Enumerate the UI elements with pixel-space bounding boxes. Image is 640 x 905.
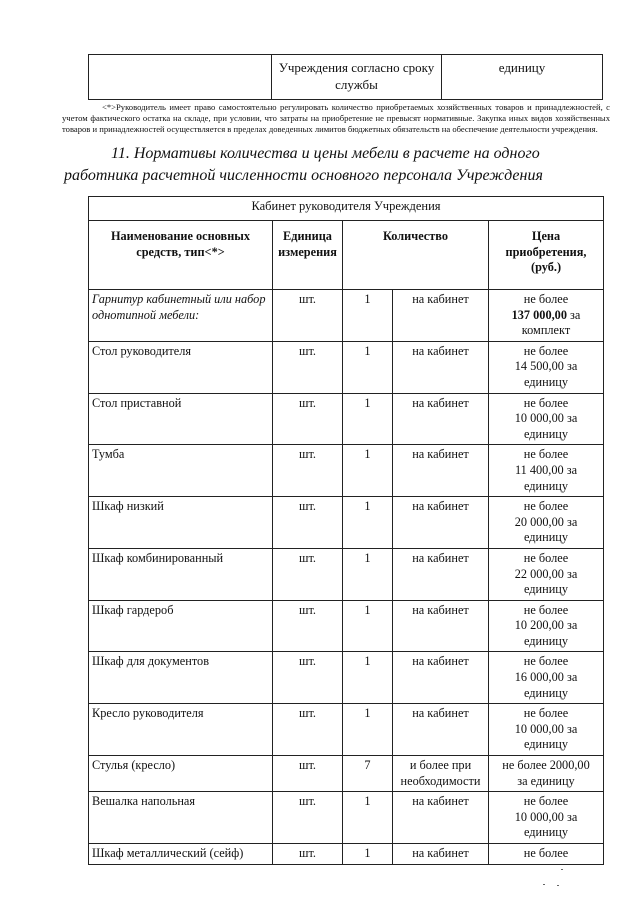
price-value: 10 000,00 — [514, 809, 564, 824]
cell-qty: 1 — [343, 792, 393, 844]
cell-qty: 1 — [343, 497, 393, 549]
price-value: 22 000,00 — [514, 566, 564, 581]
price-value: 20 000,00 — [514, 514, 564, 529]
cell-unit: шт. — [273, 844, 343, 865]
price-suffix: за единицу — [523, 618, 578, 648]
cell-qty: 1 — [343, 652, 393, 704]
cell-qty: 1 — [343, 844, 393, 865]
table-row — [89, 548, 604, 600]
price-suffix: за единицу — [523, 462, 578, 493]
price-value: 16 000,00 — [514, 670, 564, 685]
cell-per: на кабинет — [393, 341, 489, 393]
price-prefix: не более — [523, 447, 569, 462]
section-title — [64, 143, 612, 187]
cell-name: Кресло руководителя — [89, 704, 273, 756]
table-row — [89, 844, 604, 865]
cell-per: на кабинет — [393, 290, 489, 342]
price-prefix: не более — [523, 794, 569, 809]
cell-unit: шт. — [273, 548, 343, 600]
cell-qty: 1 — [343, 548, 393, 600]
cell-name: Шкаф низкий — [89, 497, 273, 549]
footnote-text: <*>Руководитель имеет право самостоятельно регулировать количество приобретаемых хозяйственных товаров и принадлежностей, с учетом фактического остатка на складе, при условии, что затраты на приобретение не превысят нормативные. Закупка иных видов хозяйственных товаров и принадлежностей осуществляется в пределах доведенных лимитов бюджетных обязательств на обеспечение деятельности учреждения. — [62, 102, 610, 134]
cell-per: на кабинет — [393, 652, 489, 704]
cell-per: на кабинет — [393, 393, 489, 445]
cell-price — [489, 756, 604, 792]
cell-per: на кабинет — [393, 497, 489, 549]
cell-price — [489, 704, 604, 756]
cell-name: Стол руководителя — [89, 341, 273, 393]
price-prefix: не более — [523, 846, 569, 860]
header-quantity: Количество — [343, 221, 489, 290]
cell-price — [489, 600, 604, 652]
price-prefix: не более 2000,00 — [502, 758, 590, 773]
cell-qty: 1 — [343, 393, 393, 445]
cell-price — [489, 393, 604, 445]
cell-name: Стулья (кресло) — [89, 756, 273, 792]
cell-price — [489, 341, 604, 393]
table-caption: Кабинет руководителя Учреждения — [89, 197, 604, 221]
cell-per: и более при необходимости — [393, 756, 489, 792]
cell-qty: 1 — [343, 290, 393, 342]
top-cell-3: единицу — [442, 55, 603, 100]
table-row — [89, 792, 604, 844]
price-prefix: не более — [523, 654, 569, 669]
cell-price — [489, 844, 604, 865]
table-row — [89, 756, 604, 792]
cell-price — [489, 290, 604, 342]
table-row — [89, 600, 604, 652]
price-suffix: за единицу — [523, 411, 578, 441]
cell-name: Тумба — [89, 445, 273, 497]
top-cell-1 — [89, 55, 272, 100]
cell-unit: шт. — [273, 445, 343, 497]
cell-unit: шт. — [273, 600, 343, 652]
price-prefix: не более — [523, 706, 569, 721]
table-caption-row — [89, 197, 604, 221]
price-value: 10 200,00 — [514, 618, 564, 633]
cell-name: Гарнитур кабинетный или набор однотипной мебели: — [89, 290, 273, 342]
price-suffix: за единицу — [523, 721, 578, 752]
header-unit: Единица измерения — [273, 221, 343, 290]
cell-qty: 1 — [343, 445, 393, 497]
cell-per: на кабинет — [393, 548, 489, 600]
cell-price — [489, 497, 604, 549]
cell-per: на кабинет — [393, 792, 489, 844]
price-value: 137 000,00 — [511, 307, 567, 322]
cell-qty: 1 — [343, 704, 393, 756]
price-value: 14 500,00 — [514, 359, 564, 374]
cell-qty: 7 — [343, 756, 393, 792]
cell-unit: шт. — [273, 393, 343, 445]
cell-unit: шт. — [273, 756, 343, 792]
cell-unit: шт. — [273, 290, 343, 342]
table-row — [89, 55, 603, 100]
table-row — [89, 341, 604, 393]
cell-per: на кабинет — [393, 445, 489, 497]
cell-unit: шт. — [273, 341, 343, 393]
cell-unit: шт. — [273, 497, 343, 549]
cell-name: Вешалка напольная — [89, 792, 273, 844]
cell-name: Шкаф для документов — [89, 652, 273, 704]
table-header-row — [89, 221, 604, 290]
furniture-norms-table — [88, 196, 604, 865]
price-suffix: за единицу — [517, 773, 575, 788]
cell-price — [489, 548, 604, 600]
table-row — [89, 652, 604, 704]
cell-price — [489, 792, 604, 844]
cell-qty: 1 — [343, 341, 393, 393]
price-suffix: за единицу — [523, 514, 578, 545]
top-table-fragment — [88, 54, 603, 100]
price-suffix: за единицу — [523, 809, 578, 840]
price-prefix: не более — [523, 550, 569, 565]
table-row — [89, 497, 604, 549]
cell-name: Шкаф гардероб — [89, 600, 273, 652]
price-value: 10 000,00 — [514, 411, 564, 426]
price-prefix: не более — [523, 602, 569, 617]
cell-price — [489, 445, 604, 497]
price-value: 11 400,00 — [514, 462, 564, 477]
table-row — [89, 393, 604, 445]
header-name: Наименование основных средств, тип<*> — [89, 221, 273, 290]
price-suffix: за комплект — [521, 307, 581, 338]
table-row — [89, 290, 604, 342]
cell-name: Шкаф металлический (сейф) — [89, 844, 273, 865]
table-row — [89, 445, 604, 497]
section-title-text: 11. Нормативы количества и цены мебели в расчете на одного работника расчетной численности основного персонала Учреждения — [64, 145, 543, 184]
price-prefix: не более — [523, 343, 569, 358]
cell-per: на кабинет — [393, 600, 489, 652]
cell-per: на кабинет — [393, 704, 489, 756]
cell-qty: 1 — [343, 600, 393, 652]
cell-name: Стол приставной — [89, 393, 273, 445]
table-row — [89, 704, 604, 756]
scan-marks — [527, 869, 567, 889]
cell-per: на кабинет — [393, 844, 489, 865]
cell-unit: шт. — [273, 652, 343, 704]
cell-unit: шт. — [273, 792, 343, 844]
price-suffix: за единицу — [523, 359, 578, 389]
price-prefix: не более — [523, 292, 569, 306]
cell-name: Шкаф комбинированный — [89, 548, 273, 600]
price-suffix: за единицу — [523, 670, 578, 700]
cell-price — [489, 652, 604, 704]
price-prefix: не более — [523, 395, 569, 410]
price-prefix: не более — [523, 499, 569, 514]
footnote — [62, 102, 610, 135]
price-value: 10 000,00 — [514, 721, 564, 736]
top-cell-2: Учреждения согласно сроку службы — [272, 55, 442, 100]
cell-unit: шт. — [273, 704, 343, 756]
price-suffix: за единицу — [523, 566, 578, 597]
header-price: Цена приобретения, (руб.) — [489, 221, 604, 290]
